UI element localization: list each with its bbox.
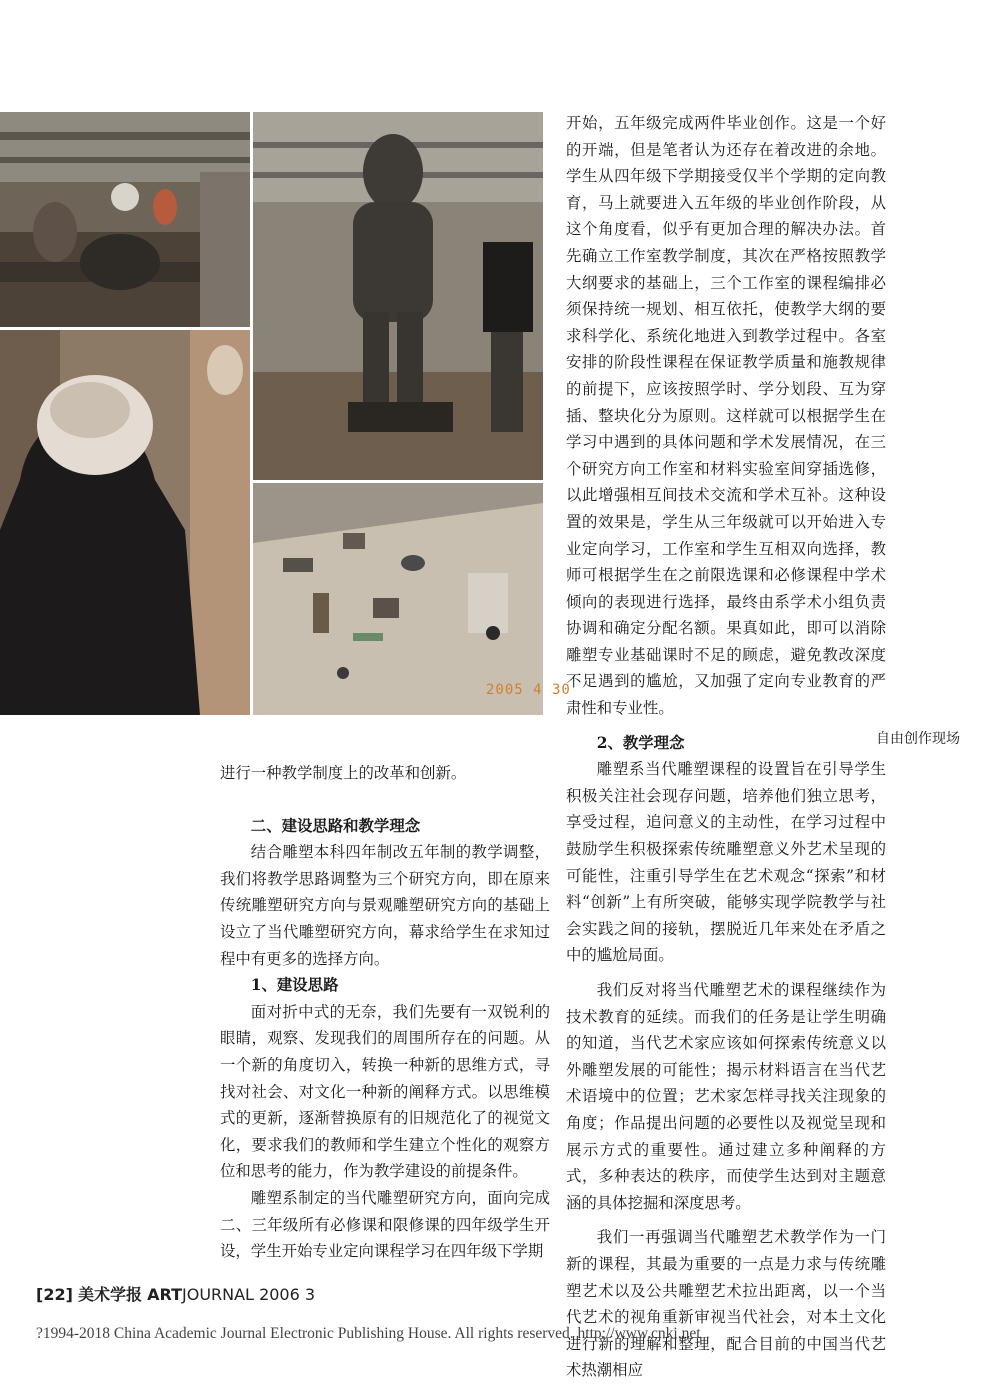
paragraph: 我们一再强调当代雕塑艺术教学作为一门新的课程，其最为重要的一点是力求与传统雕塑艺术以及公共雕塑艺术拉出距离，以一个当代艺术的视角重新审视当代社会，对本土文化进行新的理解和整理，配合目前的中国当代艺术热潮相应 [566, 1228, 886, 1380]
paragraph: 面对折中式的无奈，我们先要有一双锐利的眼睛，观察、发现我们的周围所存在的问题。从一个新的角度切入，转换一种新的思维方式，寻找对社会、对文化一种新的阐释方式。以思维模式的更新，逐渐替换原有的旧规范化了的视觉文化，要求我们的教师和学生建立个性化的观察方位和思考的能力，作为教学建设的前提条件。 [220, 1002, 550, 1181]
floor-installation-image [253, 483, 543, 715]
paragraph: 开始，五年级完成两件毕业创作。这是一个好的开端，但是笔者认为还存在着改进的余地。学生从四年级下学期接受仅半个学期的定向教育，马上就要进入五年级的毕业创作阶段，从这个角度看，似乎有更加合理的解决办法。首先确立工作室教学制度，其次在严格按照教学大纲要求的基础上，三个工作室的课程编排必须保持统一规划、相互依托，使教学大纲的要求科学化、系统化地进入到教学过程中。各室安排的阶段性课程在保证教学质量和施教规律的前提下，应该按照学时、学分划段、互为穿插、整块化分为原则。这样就可以根据学生在学习中遇到的具体问题和学术发展情况，在三个研究方向工作室和材料实验室间穿插选修，以此增强相互间技术交流和学术互补。这种设置的效果是，学生从三年级就可以开始进入专业定向学习，工作室和学生互相双向选择，教师可根据学生在之前限选课和必修课程中学术倾向的表现进行选择，最终由系学术小组负责协调和确定分配名额。果真如此，即可以消除雕塑专业基础课时不足的顾虑，避免教改深度不足遇到的尴尬，又加强了定向专业教育的严肃性和专业性。 [566, 114, 886, 718]
paragraph: 我们反对将当代雕塑艺术的课程继续作为技术教育的延续。而我们的任务是让学生明确的知道，当代艺术家应该如何探索传统意义以外雕塑发展的可能性；揭示材料语言在当代艺术语境中的位置；艺术家怎样寻找关注现象的角度；作品提出问题的必要性以及视觉呈现和展示方式的重要性。通过建立多种阐释的方式，多种表达的秩序，而使学生达到对主题意涵的具体挖掘和深度思考。 [566, 981, 886, 1212]
cloaked-figure-sculpture-image [0, 330, 250, 715]
paragraph: 雕塑系制定的当代雕塑研究方向，面向完成二、三年级所有必修课和限修课的四年级学生开设，学生开始专业定向课程学习在四年级下学期 [220, 1188, 550, 1261]
photo-floor-installation [253, 483, 543, 715]
photo-date-stamp: 2005 4 30 [486, 682, 571, 698]
left-column [220, 760, 550, 1265]
page-footer [36, 1282, 315, 1305]
journal-brand: ART [147, 1285, 182, 1304]
copyright-notice: ?1994-2018 China Academic Journal Electronic Publishing House. All rights reserved. http://www.cnki.net [36, 1325, 701, 1342]
section-heading: 二、建设思路和教学理念 [250, 816, 421, 835]
subsection-heading: 2、教学理念 [596, 733, 685, 752]
page-number: [22] [36, 1285, 73, 1304]
standing-figure-sculpture-image [253, 112, 543, 480]
right-column [566, 110, 886, 1384]
journal-name-cn: 美术学报 [77, 1285, 142, 1304]
journal-name-en: JOURNAL [182, 1285, 254, 1304]
photo-cloaked-figure [0, 330, 250, 715]
paragraph: 进行一种教学制度上的改革和创新。 [220, 764, 467, 782]
sculpture-workshop-image [0, 112, 250, 327]
subsection-heading: 1、建设思路 [250, 976, 339, 995]
photo-standing-figure [253, 112, 543, 480]
photo-workshop-left [0, 112, 250, 327]
journal-issue: 2006 3 [259, 1285, 316, 1304]
paragraph: 结合雕塑本科四年制改五年制的教学调整，我们将教学思路调整为三个研究方向，即在原来传统雕塑研究方向与景观雕塑研究方向的基础上设立了当代雕塑研究方向，幕求给学生在求知过程中有更多的选择方向。 [220, 843, 550, 968]
paragraph: 雕塑系当代雕塑课程的设置旨在引导学生积极关注社会现存问题，培养他们独立思考，享受过程，追问意义的主动性，在学习过程中鼓励学生积极探索传统雕塑意义外艺术呈现的可能性，注重引导学生在艺术观念“探索”和材料“创新”上有所突破，能够实现学院教学与社会实践之间的接轨，摆脱近几年来处在矛盾之中的尴尬局面。 [566, 760, 886, 965]
figure-caption: 自由创作现场 [876, 731, 960, 747]
